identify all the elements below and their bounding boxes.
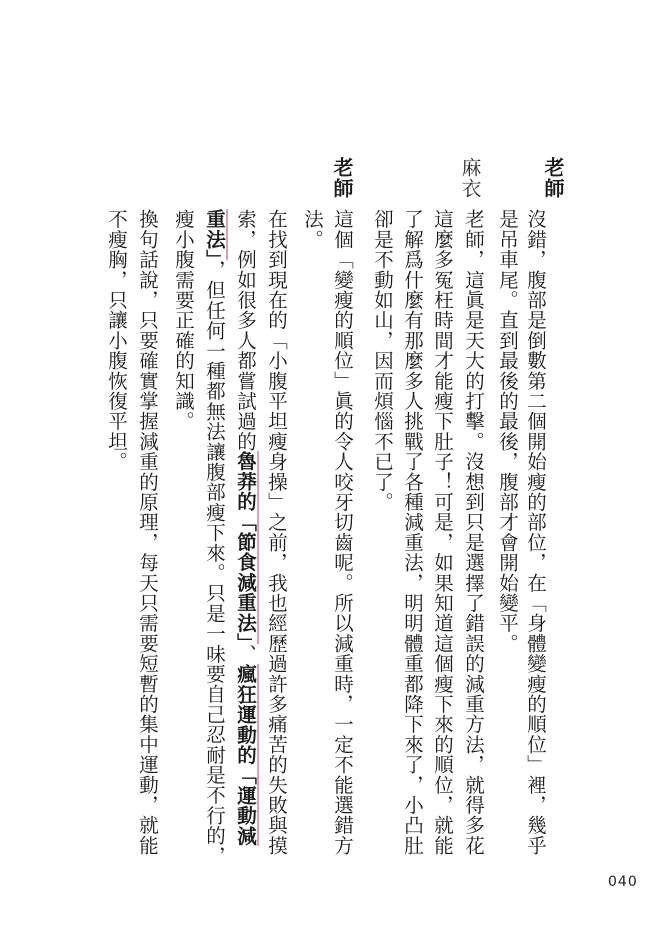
bold-emphasis: 重法」: [203, 209, 226, 260]
text-column: 這個「變瘦的順位」眞的令人咬牙切齒呢。所以減重時，一定不能選錯方: [331, 209, 354, 856]
text-column: 沒錯，腹部是倒數第二個開始瘦的部位，在「身體變瘦的順位」裡，幾乎: [524, 209, 547, 856]
text-column: 索，例如很多人都嘗試過的魯莽的「節食減重法」、瘋狂運動的「運動減: [234, 209, 257, 846]
bold-emphasis: 魯莽的「節食減重法」: [234, 451, 257, 644]
text-column: 卻是不動如山，因而煩惱不已了。: [371, 209, 394, 512]
text-column: 是吊車尾。直到最後的最後，腹部才會開始變平。: [496, 209, 519, 654]
bold-emphasis: 瘋狂運動的「運動減: [234, 663, 257, 846]
text-column: 不瘦胸，只讓小腹恢復平坦。: [105, 209, 128, 472]
text-column: 瘦小腹需要正確的知識。: [172, 209, 195, 432]
text-column: 老師，這眞是天大的打擊。沒想到只是選擇了錯誤的減重方法，就得多花: [462, 209, 485, 856]
text-column: 在找到現在的「小腹平坦瘦身操」之前，我也經歷過許多痛苦的失敗與摸: [265, 209, 288, 856]
text-column: 換句話說，只要確實掌握減重的原理，每天只需要短暫的集中運動，就能: [136, 209, 159, 856]
text-column: 了解爲什麼有那麼多人挑戰了各種減重法，明明體重都降下來了，小凸肚: [401, 209, 424, 856]
speaker-label-mai: 麻衣: [458, 157, 482, 199]
text-column: 這麼多冤枉時間才能瘦下肚子！可是，如果知道這個瘦下來的順位，就能: [431, 209, 454, 856]
text-column: 重法」，但任何一種都無法讓腹部瘦下來。只是一味要自己忍耐是不行的，: [203, 209, 226, 866]
page-number: 040: [608, 874, 638, 890]
speaker-label-teacher: 老師: [541, 157, 565, 199]
text-column: 法。: [301, 209, 324, 250]
speaker-label-teacher: 老師: [330, 157, 354, 199]
